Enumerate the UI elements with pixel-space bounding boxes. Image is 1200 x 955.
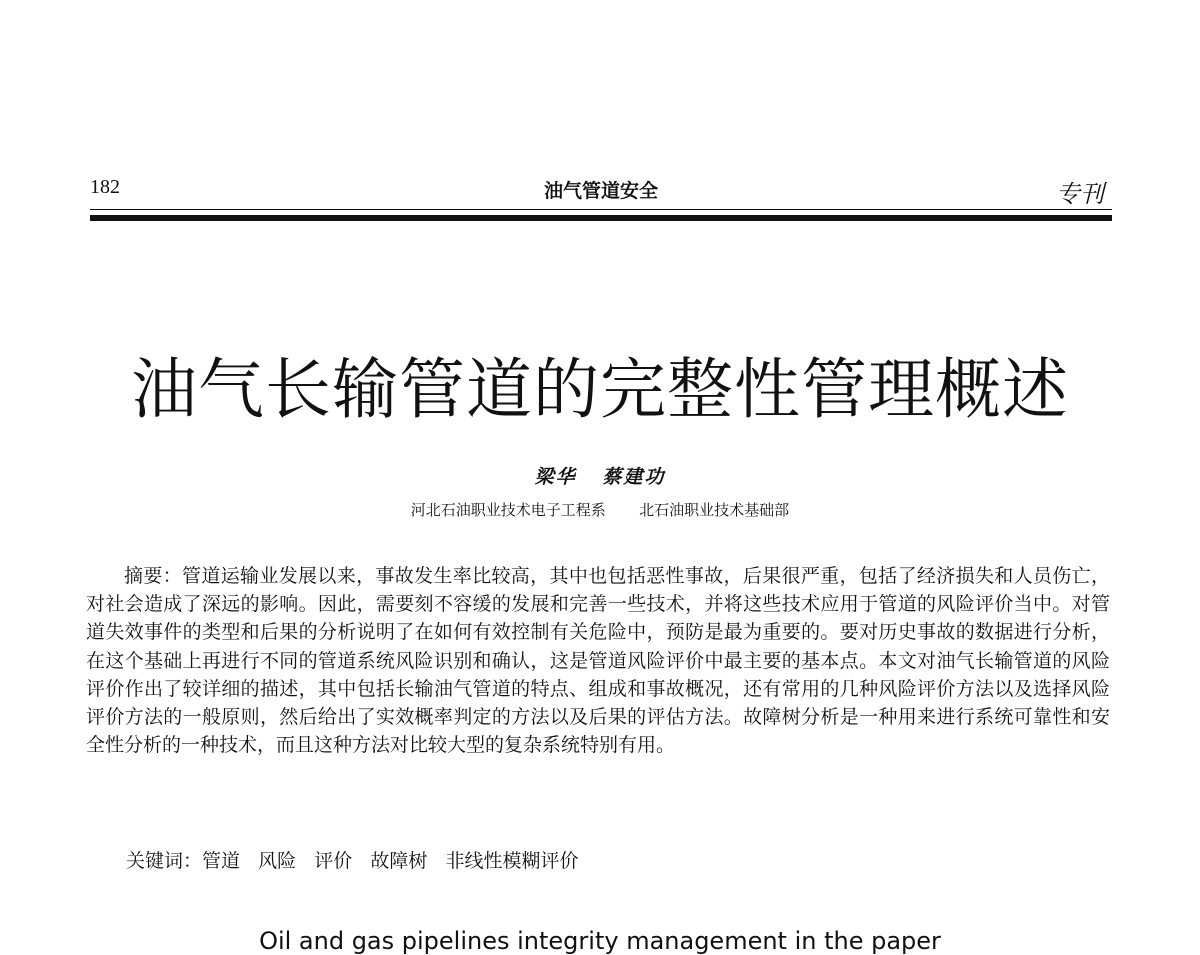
abstract: 摘要：管道运输业发展以来，事故发生率比较高，其中也包括恶性事故，后果很严重，包括了经济损失和人员伤亡，对社会造成了深远的影响。因此，需要刻不容缓的发展和完善一些技术，并将这些技术应用于管道的风险评价当中。对管道失效事件的类型和后果的分析说明了在如何有效控制有关危险中，预防是最为重要的。要对历史事故的数据进行分析，在这个基础上再进行不同的管道系统风险识别和确认，这是管道风险评价中最主要的基本点。本文对油气长输管道的风险评价作出了较详细的描述，其中包括长输油气管道的特点、组成和事故概况，还有常用的几种风险评价方法以及选择风险评价方法的一般原则，然后给出了实效概率判定的方法以及后果的评估方法。故障树分析是一种用来进行系统可靠性和安全性分析的一种技术，而且这种方法对比较大型的复杂系统特别有用。 bbox=[86, 565, 1110, 757]
running-header bbox=[90, 176, 1112, 206]
header-rule-thin bbox=[90, 209, 1112, 210]
affiliations: 河北石油职业技术电子工程系 北石油职业技术基础部 bbox=[410, 501, 790, 519]
issue-label: 专刊 bbox=[1056, 180, 1104, 208]
page-number: 182 bbox=[90, 176, 120, 198]
authors: 梁华 蔡建功 bbox=[534, 466, 666, 488]
article-title: 油气长输管道的完整性管理概述 bbox=[131, 351, 1069, 428]
journal-title: 油气管道安全 bbox=[543, 180, 658, 202]
english-title: Oil and gas pipelines integrity management in the paper bbox=[259, 927, 941, 955]
header-rule-thick bbox=[90, 215, 1112, 221]
keywords: 关键词：管道 风险 评价 故障树 非线性模糊评价 bbox=[126, 850, 579, 872]
